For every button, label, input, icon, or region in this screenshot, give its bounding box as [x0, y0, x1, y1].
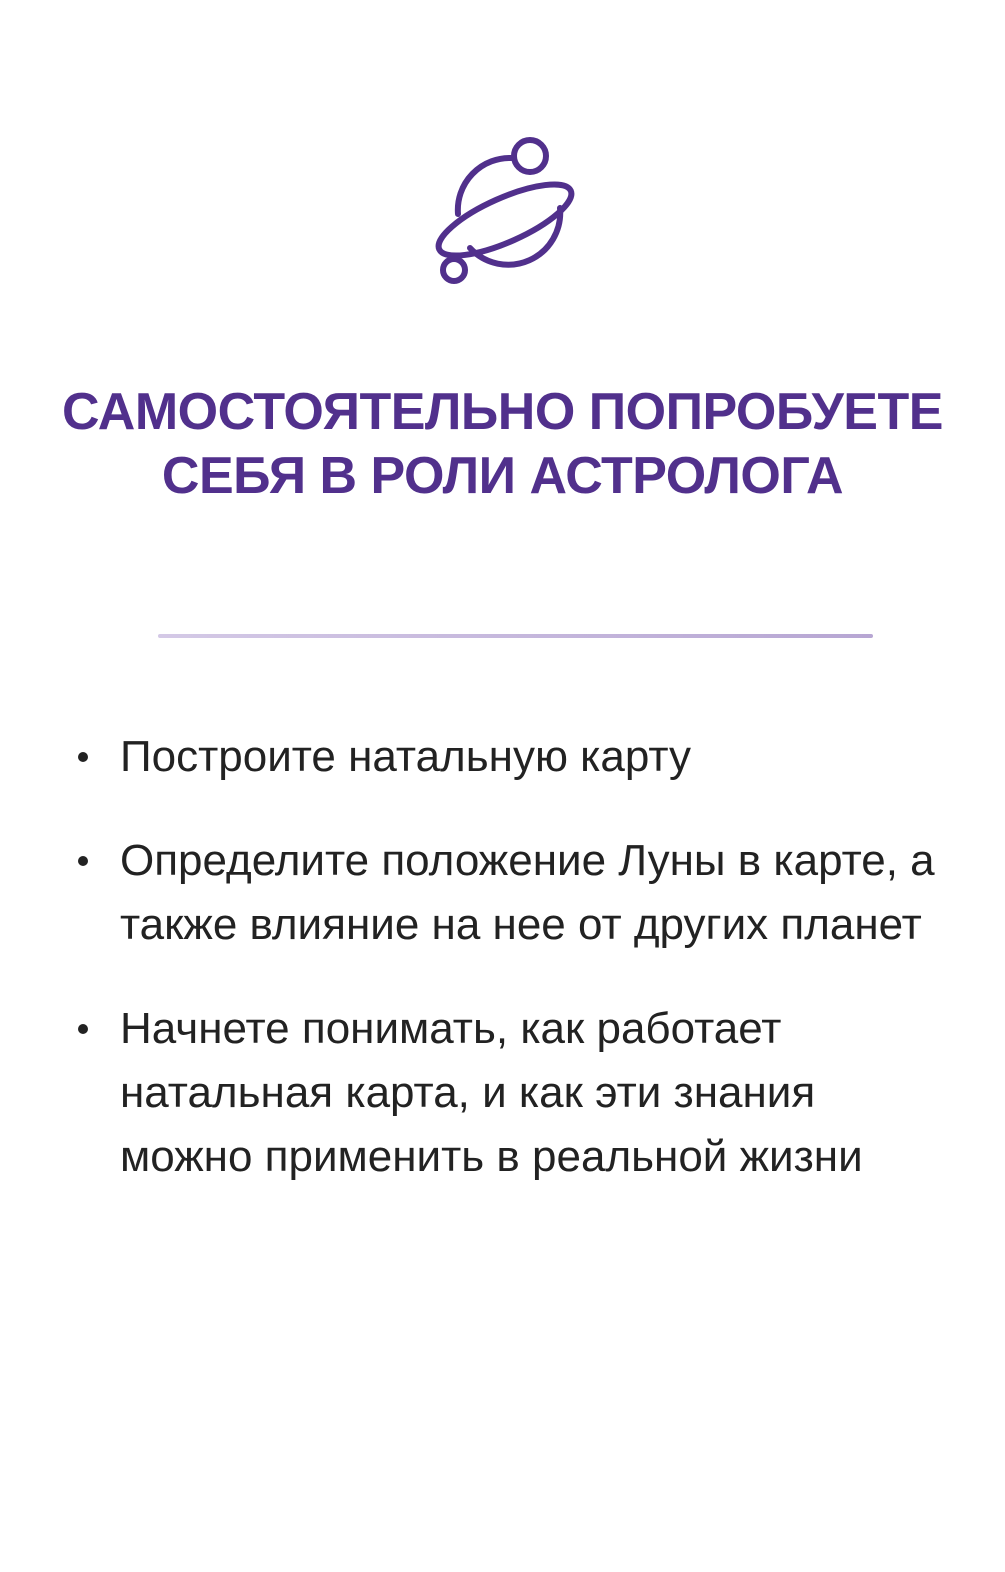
bullet-icon [78, 752, 88, 762]
feature-text: Построите натальную карту [120, 732, 692, 781]
card-title-line-2: СЕБЯ В РОЛИ АСТРОЛОГА [161, 447, 844, 505]
feature-text: Определите положение Луны в карте, а также влияние на нее от других планет [120, 836, 935, 949]
card-title [0, 380, 1005, 508]
feature-item [72, 829, 952, 957]
feature-item [72, 997, 952, 1189]
card-title-line-1: САМОСТОЯТЕЛЬНО ПОПРОБУЕТЕ [62, 383, 943, 441]
feature-text: Начнете понимать, как работает натальная карта, и как эти знания можно применить в реальной жизни [120, 1004, 863, 1181]
feature-item [72, 725, 952, 789]
feature-list [72, 725, 952, 1229]
divider [158, 634, 873, 638]
bullet-icon [78, 1024, 88, 1034]
bullet-icon [78, 856, 88, 866]
planet-icon [420, 130, 590, 290]
